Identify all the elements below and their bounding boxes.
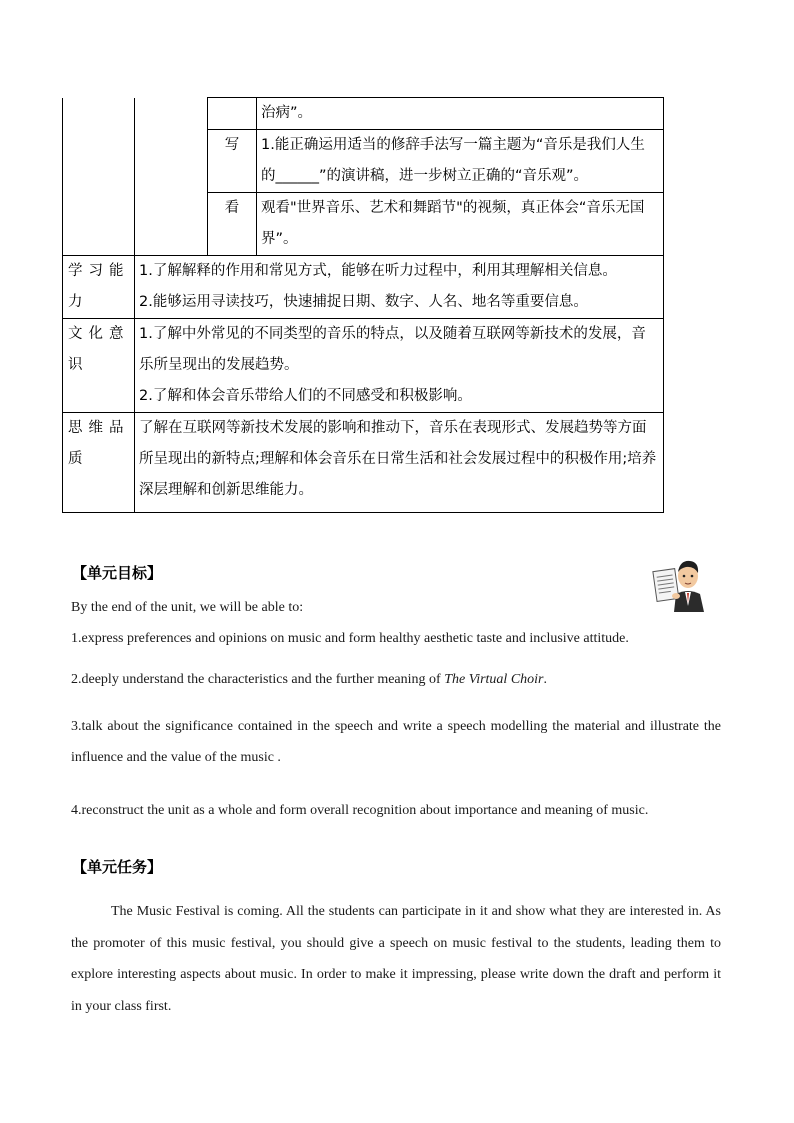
- skill-write-label: 写: [208, 130, 257, 193]
- learning-item-1: 1.了解解释的作用和常见方式，能够在听力过程中，利用其理解相关信息。: [139, 263, 617, 279]
- learning-ability-content: [135, 256, 664, 319]
- culture-item-2: 2.了解和体会音乐带给人们的不同感受和积极影响。: [139, 388, 472, 404]
- write-objective: [257, 130, 664, 193]
- write-text-start: 1.能正确运用适当的修辞手法写一篇主题为“音乐是我们人生的: [261, 137, 645, 184]
- view-objective: 观看"世界音乐、艺术和舞蹈节"的视频，真正体会“音乐无国界”。: [257, 193, 664, 256]
- cell-empty-b: [135, 98, 208, 256]
- goal-item-3: 3.talk about the significance contained in the speech and write a speech modelling the material and illustrate the influence and the value of the music .: [71, 719, 721, 765]
- cultural-awareness-content: [135, 319, 664, 413]
- culture-item-1: 1.了解中外常见的不同类型的音乐的特点，以及随着互联网等新技术的发展，音乐所呈现出的发展趋势。: [139, 326, 646, 373]
- goals-intro: By the end of the unit, we will be able to:: [71, 600, 304, 615]
- thinking-quality-content: 了解在互联网等新技术发展的影响和推动下，音乐在表现形式、发展趋势等方面所呈现出的新特点;理解和体会音乐在日常生活和社会发展过程中的积极作用;培养深层理解和创新思维能力。: [135, 413, 664, 513]
- goal-item-4: 4.reconstruct the unit as a whole and form overall recognition about importance and meaning of music.: [71, 803, 649, 818]
- cell-zhibing: 治病”。: [257, 98, 664, 130]
- unit-task-heading: 【单元任务】: [72, 858, 163, 876]
- cell-empty-skill: [208, 98, 257, 130]
- goal-item-1: 1.express preferences and opinions on music and form healthy aesthetic taste and inclusive attitude.: [71, 631, 629, 646]
- learning-item-2: 2.能够运用寻读技巧，快速捕捉日期、数字、人名、地名等重要信息。: [139, 294, 588, 310]
- curriculum-table: [62, 97, 664, 513]
- cultural-awareness-label: 文化意识: [63, 319, 135, 413]
- goal-item-2-text: 2.deeply understand the characteristics and the further meaning of: [71, 672, 445, 687]
- write-blank: ______: [275, 168, 319, 184]
- learning-ability-label: 学习能力: [63, 256, 135, 319]
- goal-item-2-end: .: [543, 672, 547, 687]
- cell-empty-a: [63, 98, 135, 256]
- unit-task-text: The Music Festival is coming. All the students can participate in it and show what they are interested in. As the promoter of this music festival, you should give a speech on music festival to the students, leading them to explore interesting aspects about music. In order to make it impressing, please write down the draft and perform it in your class first.: [71, 904, 721, 1014]
- thinking-quality-label: 思维品质: [63, 413, 135, 513]
- write-text-end: ”的演讲稿，进一步树立正确的“音乐观”。: [319, 168, 589, 184]
- goal-item-2-title: The Virtual Choir: [444, 672, 544, 687]
- unit-goals: [71, 600, 721, 826]
- goal-item-2: [71, 672, 721, 688]
- skill-view-label: 看: [208, 193, 257, 256]
- unit-goals-heading: 【单元目标】: [72, 564, 163, 582]
